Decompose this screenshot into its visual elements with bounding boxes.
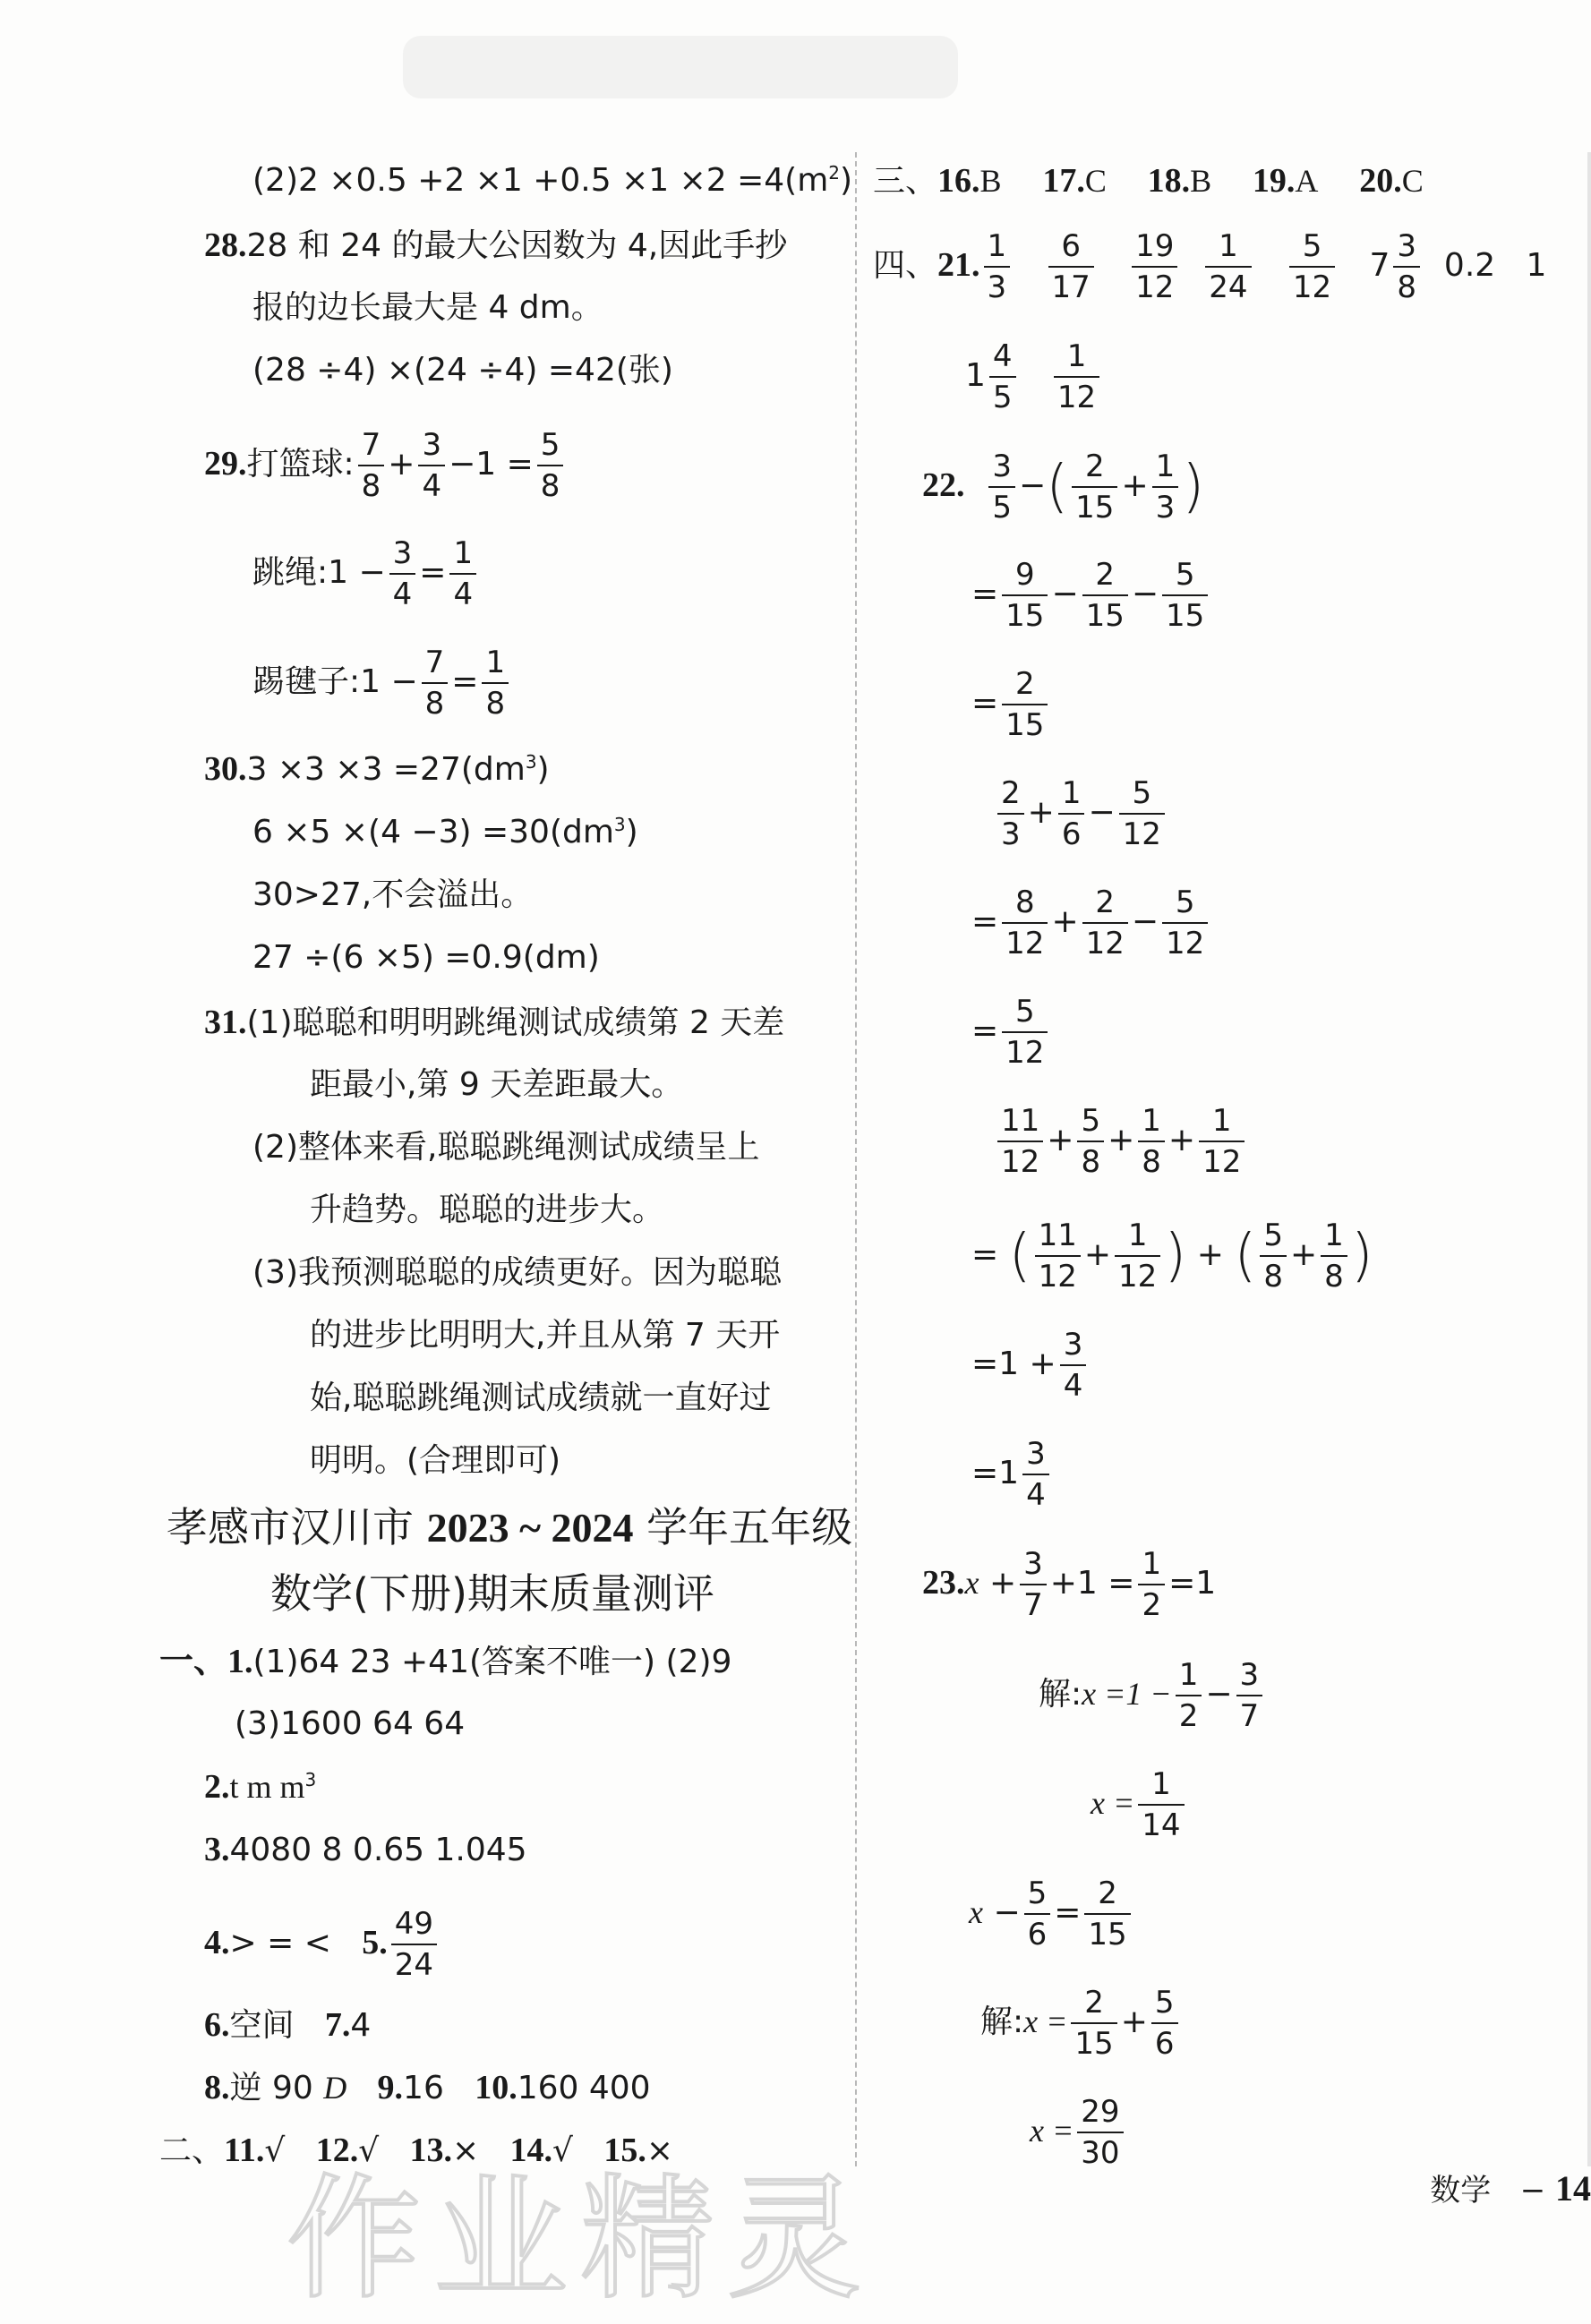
q30-line3: 30>27,不会溢出。 [252,876,534,913]
q31-3c: 始,聪聪跳绳测试成绩就一直好过 [310,1380,772,1416]
column-divider [855,152,857,2166]
q22-expr3: $\frac{11}{12}$ + $\frac{5}{8}$ + $\frac{1}{8}$ + $\frac{1}{12}$ [994,1096,1248,1185]
q23-ans2: x = $\frac{29}{30}$ [1030,2086,1127,2176]
q29-shuttlecock: 踢毽子:1 − $\frac{7}{8}$ = $\frac{1}{8}$ [252,637,512,727]
q21-row1: 四、21. $\frac{1}{3}$ $\frac{6}{17}$ $\frac{19}{12}$ $\frac{1}{24}$ $\frac{5}{12}$ 7 $\frac{3}{8}$ 0.2 1 [873,228,1547,305]
q23-eq2: x − $\frac{5}{6}$ = $\frac{2}{15}$ [969,1867,1134,1958]
q23-sol1: 解:x =1 − $\frac{1}{2}$ − $\frac{3}{7}$ [1039,1649,1266,1739]
q23-sol2: 解:x = $\frac{2}{15}$ + $\frac{5}{6}$ [980,1977,1182,2067]
s1-q6-q7: 6.空间 7.4 [204,2006,372,2044]
q23-ans1: x = $\frac{1}{14}$ [1091,1758,1188,1849]
q31-2b: 升趋势。聪聪的进步大。 [310,1192,665,1228]
q31-3d: 明明。(合理即可) [310,1442,561,1479]
s1-q8-q10: 8.逆 90 D 9.16 10.160 400 [204,2069,651,2106]
q28-line1: 28.28 和 24 的最大公因数为 4,因此手抄 [204,226,788,264]
s1-q1a: 一、1.(1)64 23 +41(答案不唯一) (2)9 [159,1643,732,1680]
page-edge [1587,152,1591,2166]
q22-step4: =1 + $\frac{3}{4}$ [971,1320,1090,1409]
watermark: 作业精灵 [287,2162,875,2318]
q30-line1: $30.3 \times 3 \times 3 =27(dm^3)$ [204,750,550,788]
q27-part2: $(2)2 \times 0.5 +2 \times 1 +0.5 \times 1 \times 2 =4(m^2)$ [252,162,853,199]
s2-q11-q15: 二、11.√ 12.√ 13.× 14.√ 15.× [159,2132,673,2169]
s3-q16-q20: 三、16.B 17.C 18.B 19.A 20.C [873,162,1424,200]
top-scan-shadow [403,36,958,98]
q22-step3: = ( $\frac{11}{12}$ + $\frac{1}{12}$ ) + ( $\frac{5}{8}$ + $\frac{1}{8}$ ) [971,1218,1373,1294]
s1-q4-q5: 4.> = < 5. $\frac{49}{24}$ [204,1898,441,1988]
q22-result1: = $\frac{2}{15}$ [971,659,1051,748]
q31-2a: (2)整体来看,聪聪跳绳测试成绩呈上 [252,1129,760,1166]
s1-q1b: (3)1600 64 64 [235,1705,466,1742]
q31-1b: 距最小,第 9 天差距最大。 [310,1066,684,1103]
q22-result2: = $\frac{5}{12}$ [971,987,1051,1076]
page-footer: 数学 − 14 [1430,2168,1591,2209]
footer-subject: 数学 [1430,2173,1492,2209]
q29-jump-rope: 跳绳:1 − $\frac{3}{4}$ = $\frac{1}{4}$ [252,528,480,618]
page-number: 14 [1555,2168,1591,2209]
q28-line2: 报的边长最大是 4 dm。 [252,289,603,326]
q23-eq1: 23.x + $\frac{3}{7}$ +1 = $\frac{1}{2}$ =1 [922,1546,1217,1623]
s1-q2: 2.t m $m^3$ [204,1768,317,1806]
q22-step2: = $\frac{8}{12}$ + $\frac{2}{12}$ − $\frac{5}{12}$ [971,877,1211,967]
q22-expr1: 22. $\frac{3}{5}$ −( $\frac{2}{15}$ + $\frac{1}{3}$ ) [922,449,1205,525]
q21-row2: 1 $\frac{4}{5}$ $\frac{1}{12}$ [965,331,1103,421]
q22-expr2: $\frac{2}{3}$ + $\frac{1}{6}$ − $\frac{5}{12}$ [994,768,1168,858]
q22-result3: =1 $\frac{3}{4}$ [971,1429,1053,1518]
section-title-line1: 孝感市汉川市 2023 ~ 2024 学年五年级 [167,1503,853,1551]
q29-basketball: 29.打篮球: $\frac{7}{8}$ + $\frac{3}{4}$ −1 = $\frac{5}{8}$ [204,419,567,509]
q31-3b: 的进步比明明大,并且从第 7 天开 [310,1317,781,1354]
q31-1a: 31.(1)聪聪和明明跳绳测试成绩第 2 天差 [204,1004,785,1041]
section-title-line2: 数学(下册)期末质量测评 [270,1569,714,1618]
q22-step1: = $\frac{9}{15}$ − $\frac{2}{15}$ − $\frac{5}{15}$ [971,550,1211,639]
q30-line4: 27 ÷(6 ×5) =0.9(dm) [252,939,600,976]
q30-line2: $6 \times 5 \times(4 -3) =30(dm^3)$ [252,814,638,850]
q31-3a: (3)我预测聪聪的成绩更好。因为聪聪 [252,1254,782,1291]
s1-q3: 3.4080 8 0.65 1.045 [204,1831,527,1868]
q28-line3: (28 ÷4) ×(24 ÷4) =42(张) [252,352,673,389]
